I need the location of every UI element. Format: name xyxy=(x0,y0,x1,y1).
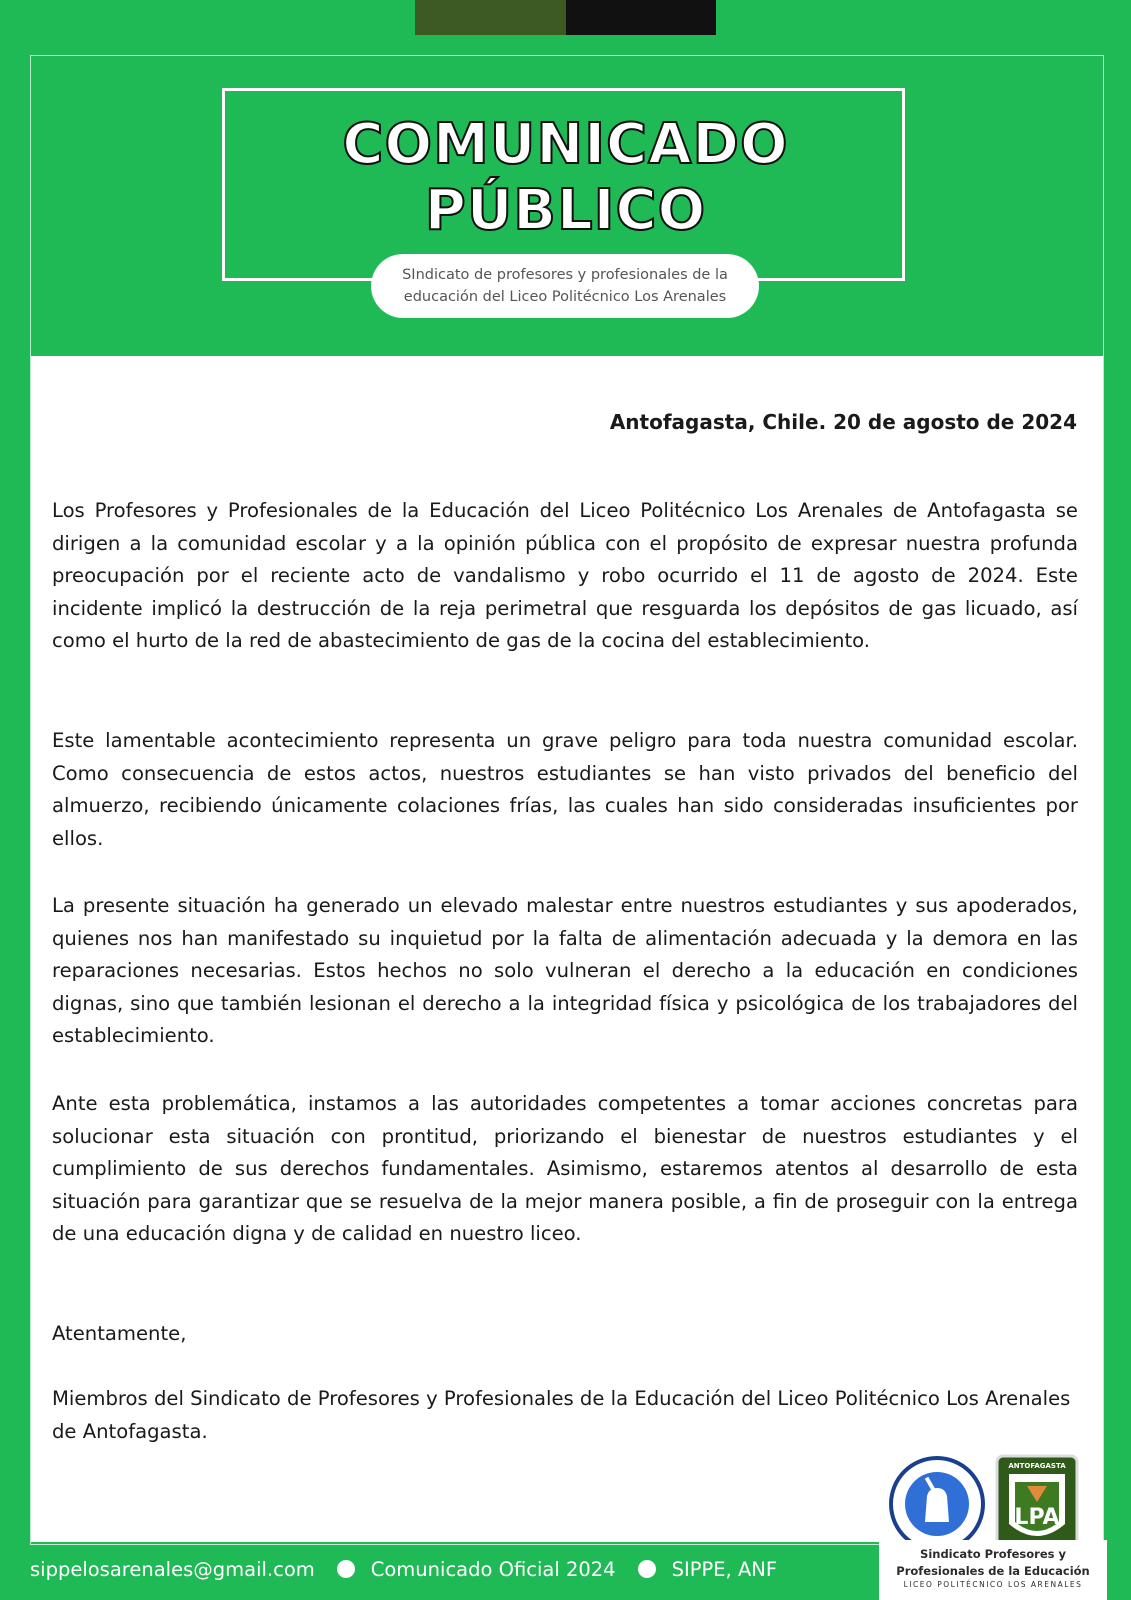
signature: Miembros del Sindicato de Profesores y Profesionales de la Educación del Liceo Politécnico Los Arenales de Antofagasta. xyxy=(52,1387,1071,1443)
paragraph-1: Los Profesores y Profesionales de la Educación del Liceo Politécnico Los Arenales de Antofagasta se dirigen a la comunidad escolar y a la opinión pública con el propósito de expresar nuestra profunda preocupación por el reciente acto de vandalismo y robo ocurrido el 11 de agosto de 2024. Este incidente implicó la destrucción de la reja perimetral que resguarda los depósitos de gas licuado, así como el hurto de la red de abastecimiento de gas de la cocina del establecimiento. xyxy=(52,499,1078,652)
document-date: Antofagasta, Chile. 20 de agosto de 2024 xyxy=(609,410,1077,434)
page-title-line2: PÚBLICO xyxy=(424,178,707,243)
union-seal-icon xyxy=(887,1452,1097,1552)
bullet-dot-icon xyxy=(337,1560,355,1578)
footer-email[interactable]: sippelosarenales@gmail.com xyxy=(30,1557,315,1581)
subtitle-line2: educación del Liceo Politécnico Los Arenales xyxy=(403,289,727,305)
svg-text:ANTOFAGASTA: ANTOFAGASTA xyxy=(1008,1462,1066,1470)
footer-label: Comunicado Oficial 2024 xyxy=(370,1557,616,1581)
paragraph-2: Este lamentable acontecimiento representa un grave peligro para toda nuestra comunidad escolar. Como consecuencia de estos actos, nuestros estudiantes se han visto privados del beneficio del almuerzo, recibiendo únicamente colaciones frías, las cuales han sido consideradas insuficientes por ellos. xyxy=(52,729,1078,850)
bullet-dot-icon xyxy=(638,1560,656,1578)
subtitle-line1: SIndicato de profesores y profesionales de la xyxy=(402,267,728,283)
footer-org: SIPPE, ANF xyxy=(671,1557,778,1581)
logo-caption-line1: Sindicato Profesores y xyxy=(920,1547,1066,1561)
top-accent-bar-green xyxy=(415,0,566,35)
logo-caption xyxy=(879,1540,1107,1600)
top-accent-bar-black xyxy=(566,0,716,35)
closing: Atentamente, xyxy=(52,1322,187,1345)
footer xyxy=(30,1549,777,1589)
svg-text:LPA: LPA xyxy=(1014,1505,1060,1530)
subtitle-pill xyxy=(371,254,759,318)
school-shield-icon xyxy=(997,1456,1077,1552)
logo-caption-line3: LICEO POLITÉCNICO LOS ARENALES xyxy=(903,1580,1083,1589)
paragraph-3: La presente situación ha generado un elevado malestar entre nuestros estudiantes y sus apoderados, quienes nos han manifestado su inquietud por la falta de alimentación adecuada y la demora en las reparaciones necesarias. Estos hechos no solo vulneran el derecho a la educación en condiciones dignas, sino que también lesionan el derecho a la integridad física y psicológica de los trabajadores del establecimiento. xyxy=(52,894,1078,1047)
paragraph-4: Ante esta problemática, instamos a las autoridades competentes a tomar acciones concretas para solucionar esta situación con prontitud, priorizando el bienestar de nuestros estudiantes y el cumplimiento de sus derechos fundamentales. Asimismo, estaremos atentos al desarrollo de esta situación para garantizar que se resuelva de la mejor manera posible, a fin de proseguir con la entrega de una educación digna y de calidad en nuestro liceo. xyxy=(52,1092,1078,1245)
page-title-line1: COMUNICADO xyxy=(342,112,789,177)
logo-caption-line2: Profesionales de la Educación xyxy=(896,1564,1090,1578)
